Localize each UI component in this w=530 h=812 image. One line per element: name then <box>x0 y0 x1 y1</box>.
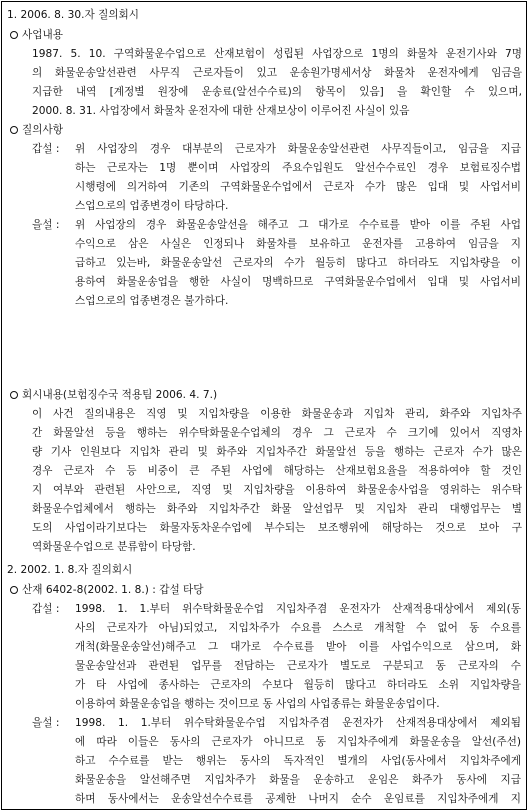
document-page <box>1 1 527 810</box>
opinion-a-line: 스업으로의 업종변경이 타당하다. <box>75 200 229 212</box>
section-1-reply-line: 경우 근로자 수 등 비중이 큰 주된 사업에 해당하는 산재보험요율을 적용하여야 할 것인 <box>32 465 522 477</box>
section-1-reply-line: 화물운수업체에서 행하는 화주와 지입차주간 화물 알선업무 및 지입차 관리 대행업무는 별 <box>32 503 522 515</box>
opinion-b-line: 수익으로 삼은 사실은 인정되나 화물차를 보유하고 운전자를 고용하여 임금을 지 <box>75 238 521 250</box>
opinion-a-line: 가 타 사업에 종사하는 근로자의 수보다 월등히 많다고 하더라도 소위 지입차량을 <box>75 679 521 691</box>
section-1-reply-title: 회시내용(보험징수국 적용팀 2006. 4. 7.) <box>22 389 218 401</box>
section-1-reply-line: 간 화물알선 등을 행하는 위수탁화물운수업체의 경우 그 근로자 수 크기에 있어서 직영차 <box>32 427 522 439</box>
section-1-reply-line: 역화물운수업으로 분류함이 타당함. <box>32 541 196 553</box>
opinion-b-line: 화물운송을 알선해주면 지입차주가 화물을 운송하고 운임은 화주가 동사에 지급 <box>75 774 521 786</box>
opinion-b-line: 용하여 화물운송업을 행한 사실이 명백하므로 구역화물운수업에서 입대 및 사업서비 <box>75 276 521 288</box>
opinion-a-line: 개척(화물운송알선)해주고 그 대가로 수수료를 받아 이를 사업수익으로 삼으며, 화 <box>75 641 521 653</box>
opinion-b-line: 위 사업장의 경우 화물운송알선을 해주고 그 대가로 수수료를 받아 이를 주된 사업 <box>75 219 521 231</box>
opinion-a-line: 물운송알선과 관련된 업무를 전담하는 근로자가 별도로 구분되고 동 근로자의 수 <box>75 660 521 672</box>
opinion-a-line: 이용하여 화물운송업을 행하는 것이므로 동 사업의 사업종류는 화물운송업이다. <box>75 698 440 710</box>
section-1-reply-line: 량 기사 인원보다 지입차 관리 및 화주와 지입차주간 화물알선 등을 행하는 근로자 수가 많은 <box>32 446 522 458</box>
section-1-business-title: 사업내용 <box>22 29 63 41</box>
opinion-b-label: 을설 : <box>32 717 60 729</box>
circle-bullet-icon <box>10 586 18 594</box>
opinion-a-line: 하는 근로자는 1명 뿐이며 사업장의 주요수입원도 알선수수료인 경우 보험료징수법 <box>75 162 521 174</box>
opinion-b-line: 하고 수수료를 받는 행위는 동사의 독자적인 별개의 사업(동사에서 지입차주에게 <box>75 755 521 767</box>
opinion-b-line: 스업으로의 업종변경은 불가하다. <box>75 295 229 307</box>
section-1-reply-line: 도의 사업이라기보다는 화물자동차운수업에 부수되는 보조행위에 해당하는 것으로 보아 구 <box>32 522 522 534</box>
section-1-reply-line: 이 사건 질의내용은 직영 및 지입차량을 이용한 화물운송과 지입차 관리, 화주와 지입차주 <box>32 408 522 420</box>
section-2-title: 산재 6402-8(2002. 1. 8.) : 갑설 타당 <box>22 584 204 596</box>
section-1-business-line: 1987. 5. 10. 구역화물운수업으로 산재보험이 성립된 사업장으로 1명의 화물차 운전기사와 7명 <box>32 48 522 60</box>
section-1-question-title: 질의사항 <box>22 124 63 136</box>
opinion-b-line: 급하고 있는바, 화물운송알선 근로자의 수가 월등히 많다고 하더라도 지입차량을 이 <box>75 257 521 269</box>
opinion-a-label: 갑설 : <box>32 603 60 615</box>
opinion-b-line: 하며 동사에서는 운송알선수수료를 공제한 나머지 순수 운임료를 지입차주에게 지 <box>75 793 521 805</box>
opinion-a-label: 갑설 : <box>32 143 60 155</box>
section-1-business-line: 의 화물운송알선관련 사무직 근로자들이 있고 운송원가명세서상 화물차 운전자에게 임금을 <box>32 67 522 79</box>
circle-bullet-icon <box>10 31 18 39</box>
section-2-heading: 2. 2002. 1. 8.자 질의회시 <box>7 564 133 576</box>
section-1-heading: 1. 2006. 8. 30.자 질의회시 <box>7 9 140 21</box>
section-1-reply-line: 지 여부와 관련된 사안으로, 직영 및 지입차량을 이용하여 화물운송사업을 영위하는 위수탁 <box>32 484 522 496</box>
circle-bullet-icon <box>10 391 18 399</box>
opinion-a-line: 사의 근로자가 아님)되었고, 지입차주가 수요를 스스로 개척할 수 없어 동 수요를 <box>75 622 521 634</box>
section-1-business-line: 지급한 내역 [계정별 원장에 운송료(알선수수료)의 항목이 있음] 을 확인할 수 있으며, <box>32 86 522 98</box>
circle-bullet-icon <box>10 126 18 134</box>
opinion-a-line: 시행령에 의거하여 기존의 구역화물운수업에서 근로자 수가 많은 입대 및 사업서비 <box>75 181 521 193</box>
opinion-a-line: 위 사업장의 경우 대부분의 근로자가 화물운송알선관련 사무직들이고, 임금을 지급 <box>75 143 521 155</box>
opinion-b-line: 에 따라 이들은 동사의 근로자가 아니므로 동 지입차주에게 화물운송을 알선(주선) <box>75 736 521 748</box>
opinion-a-line: 1998. 1. 1.부터 위수탁화물운수업 지입차주겸 운전자가 산재적용대상에서 제외(동 <box>75 603 521 615</box>
opinion-b-label: 을설 : <box>32 219 60 231</box>
opinion-b-line: 1998. 1. 1.부터 위수탁화물운수업 지입차주겸 운전자가 산재적용대상에서 제외됨 <box>75 717 521 729</box>
section-1-business-line: 2000. 8. 31. 사업장에서 화물차 운전자에 대한 산재보상이 이루어진 사실이 있음 <box>32 105 410 117</box>
